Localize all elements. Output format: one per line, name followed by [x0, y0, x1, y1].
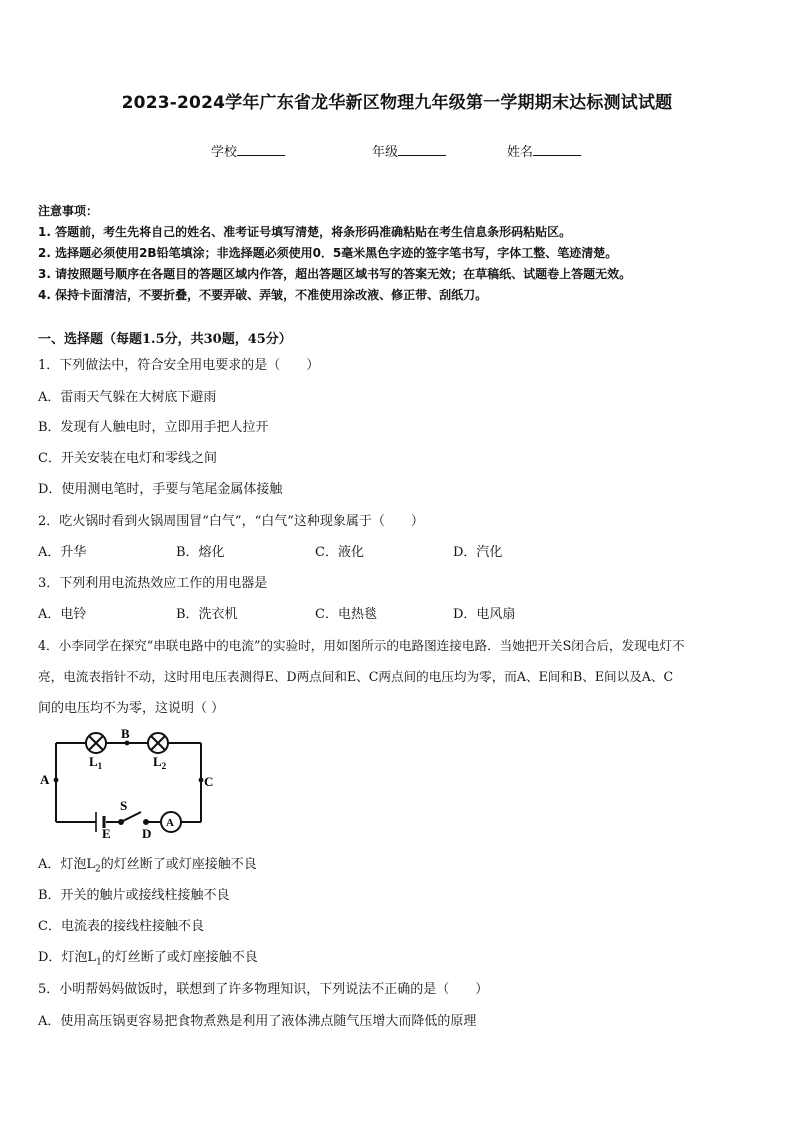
question-2-stem: 2．吃火锅时看到火锅周围冒“白气”，“白气”这种现象属于（ ） — [38, 514, 424, 529]
note-item: 4. 保持卡面清洁，不要折叠，不要弄破、弄皱，不准使用涂改液、修正带、刮纸刀。 — [38, 288, 488, 302]
lamp-l2 — [148, 733, 168, 753]
point-e-label: E — [102, 826, 111, 841]
question-2-option-b[interactable]: B．熔化 — [176, 545, 225, 560]
question-5-option-a[interactable]: A．使用高压锅更容易把食物煮熟是利用了液体沸点随气压增大而降低的原理 — [38, 1014, 477, 1029]
lamp-l1-label: $L_1$ — [89, 754, 103, 771]
question-3-stem: 3．下列利用电流热效应工作的用电器是 — [38, 576, 268, 591]
note-item: 2. 选择题必须使用2B铅笔填涂；非选择题必须使用0．5毫米黑色字迹的签字笔书写，字体工整、笔迹清楚。 — [38, 246, 618, 260]
question-4-option-d[interactable]: D．灯泡$L_1$的灯丝断了或灯座接触不良 — [38, 950, 258, 968]
circuit-diagram — [36, 726, 226, 844]
note-item: 3. 请按照题号顺序在各题目的答题区域内作答，超出答题区域书写的答案无效；在草稿纸、试题卷上答题无效。 — [38, 267, 632, 281]
name-label: 姓名 — [507, 145, 534, 160]
question-1-option-a[interactable]: A．雷雨天气躲在大树底下避雨 — [38, 390, 217, 405]
section-heading: 一、选择题（每题1.5分，共30题，45分） — [38, 332, 292, 347]
question-3-option-c[interactable]: C．电热毯 — [315, 607, 377, 622]
question-4-option-b[interactable]: B．开关的触片或接线柱接触不良 — [38, 888, 230, 903]
note-item: 1. 答题前，考生先将自己的姓名、准考证号填写清楚，将条形码准确粘贴在考生信息条形码粘贴区。 — [38, 225, 572, 239]
name-blank[interactable] — [533, 143, 581, 156]
point-d-label: D — [142, 826, 152, 841]
question-2-option-c[interactable]: C．液化 — [315, 545, 364, 560]
junction-a-dot — [54, 778, 59, 783]
question-3-option-b[interactable]: B．洗衣机 — [176, 607, 238, 622]
switch-symbol — [119, 812, 148, 824]
point-c-label: C — [204, 774, 214, 789]
question-2-option-a[interactable]: A．升华 — [38, 545, 87, 560]
grade-blank[interactable] — [398, 143, 446, 156]
question-1-option-c[interactable]: C．开关安装在电灯和零线之间 — [38, 451, 217, 466]
question-4-stem-line: 4．小李同学在探究“串联电路中的电流”的实验时，用如图所示的电路图连接电路．当她把开关S闭合后，发现电灯不 — [38, 638, 685, 653]
notes-heading: 注意事项： — [38, 204, 99, 218]
question-3-option-d[interactable]: D．电风扇 — [453, 607, 516, 622]
question-4-stem-line: 亮，电流表指针不动，这时用电压表测得E、D两点间和E、C两点间的电压均为零，而A、E间和B、E间以及A、C — [38, 669, 674, 684]
school-field[interactable] — [211, 141, 285, 160]
switch-s-label: S — [120, 798, 128, 813]
question-1-stem: 1．下列做法中，符合安全用电要求的是（ ） — [38, 358, 320, 373]
question-5-stem: 5．小明帮妈妈做饭时，联想到了许多物理知识，下列说法不正确的是（ ） — [38, 982, 489, 997]
grade-field[interactable] — [372, 141, 446, 160]
grade-label: 年级 — [372, 145, 399, 160]
lamp-l1 — [86, 733, 106, 753]
name-field[interactable] — [507, 141, 581, 160]
question-4-option-a[interactable]: A．灯泡$L_2$的灯丝断了或灯座接触不良 — [38, 857, 257, 875]
school-label: 学校 — [211, 145, 238, 160]
junction-c-dot — [199, 778, 204, 783]
question-3-option-a[interactable]: A．电铃 — [38, 607, 87, 622]
question-4-stem-line: 间的电压均不为零，这说明（ ） — [38, 701, 225, 716]
school-blank[interactable] — [237, 143, 285, 156]
exam-title: 2023-2024学年广东省龙华新区物理九年级第一学期期末达标测试试题 — [121, 93, 673, 113]
lamp-l2-label: $L_2$ — [153, 754, 167, 771]
ammeter-label: A — [166, 817, 174, 829]
question-4-option-c[interactable]: C．电流表的接线柱接触不良 — [38, 919, 204, 934]
point-a-label: A — [40, 772, 50, 787]
question-1-option-b[interactable]: B．发现有人触电时，立即用手把人拉开 — [38, 420, 269, 435]
question-1-option-d[interactable]: D．使用测电笔时，手要与笔尾金属体接触 — [38, 482, 283, 497]
junction-b-dot — [125, 741, 130, 746]
question-2-option-d[interactable]: D．汽化 — [453, 545, 503, 560]
point-b-label: B — [121, 726, 130, 741]
